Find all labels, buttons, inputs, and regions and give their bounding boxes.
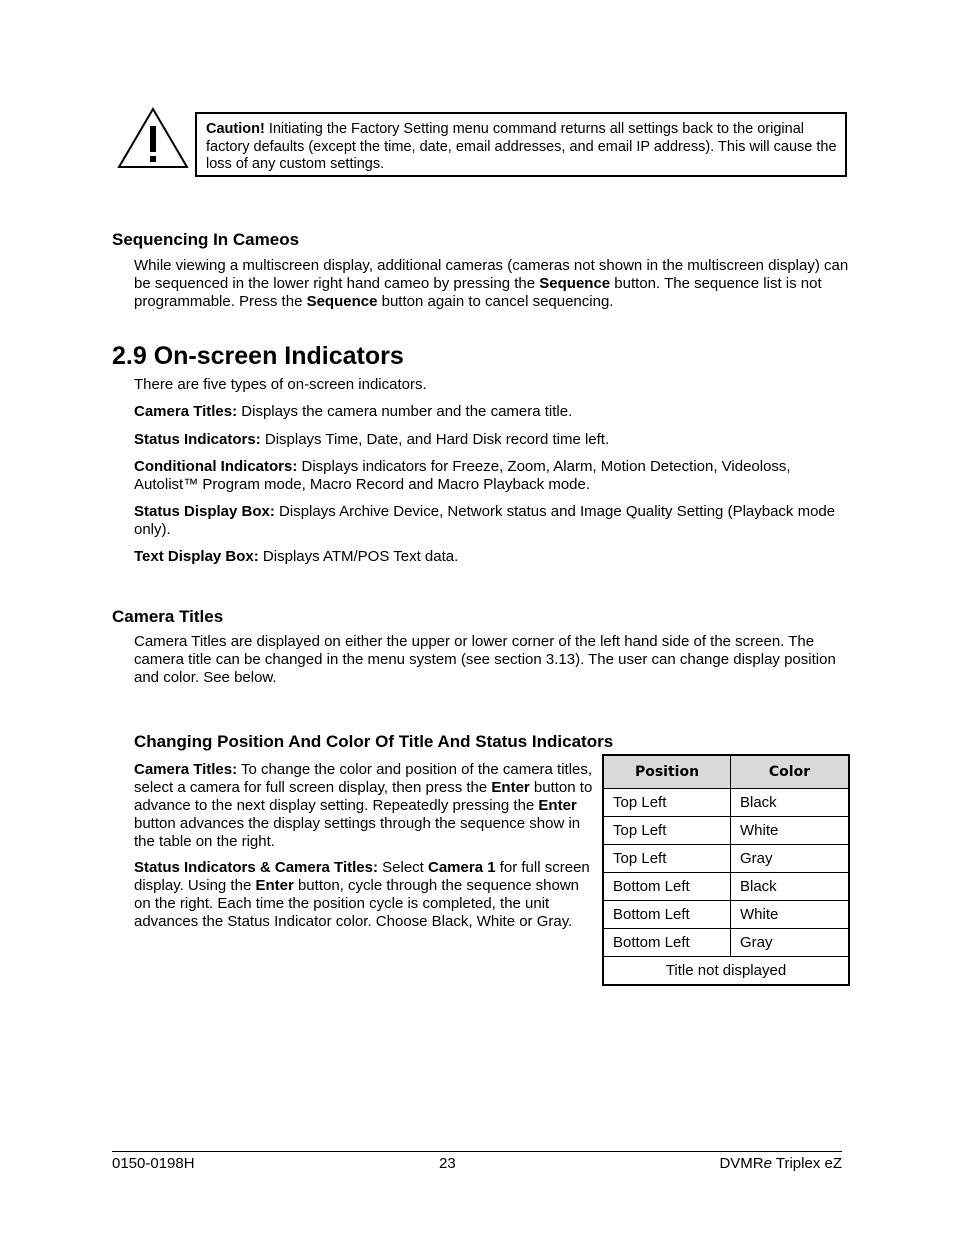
cell-color: White	[731, 817, 850, 845]
section-intro: There are five types of on-screen indicators.	[134, 376, 427, 393]
cell-color: White	[731, 901, 850, 929]
cell-position: Top Left	[603, 817, 731, 845]
changing-paragraph-2: Status Indicators & Camera Titles: Select Camera 1 for full screen display. Using the Enter button, cycle through the sequence shown on the right. Each time the position cycle is completed, the unit advances the Status Indicator color. Choose Black, White or Gray.	[134, 859, 590, 930]
cell-color: Black	[731, 873, 850, 901]
cell-color: Gray	[731, 929, 850, 957]
indicator-item: Camera Titles: Displays the camera number and the camera title.	[134, 403, 573, 420]
sequencing-heading: Sequencing In Cameos	[112, 230, 300, 249]
column-header-color: Color	[731, 755, 850, 789]
table-row	[603, 789, 849, 817]
indicator-item: Status Indicators: Displays Time, Date, and Hard Disk record time left.	[134, 431, 610, 448]
warning-triangle-icon	[117, 106, 189, 170]
position-color-table	[602, 754, 850, 986]
footer-product-name: DVMRe Triplex eZ	[719, 1155, 842, 1172]
changing-heading: Changing Position And Color Of Title And Status Indicators	[134, 732, 614, 751]
cell-position: Bottom Left	[603, 929, 731, 957]
footer-doc-number: 0150-0198H	[112, 1155, 195, 1172]
sequencing-paragraph: While viewing a multiscreen display, additional cameras (cameras not shown in the multiscreen display) can be sequenced in the lower right hand cameo by pressing the Sequence button. The sequence list is not programmable. Press the Sequence button again to cancel sequencing.	[134, 257, 849, 310]
table-row	[603, 817, 849, 845]
cell-position: Bottom Left	[603, 873, 731, 901]
camera-titles-heading: Camera Titles	[112, 607, 224, 626]
table-row	[603, 901, 849, 929]
table-header-row	[603, 755, 849, 789]
cell-color: Gray	[731, 845, 850, 873]
changing-paragraph-1: Camera Titles: To change the color and position of the camera titles, select a camera for full screen display, then press the Enter button to advance to the next display setting. Repeatedly pressing the Enter button advances the display settings through the sequence show in the table on the right.	[134, 761, 593, 850]
column-header-position: Position	[603, 755, 731, 789]
cell-position: Top Left	[603, 789, 731, 817]
caution-label: Caution!	[206, 121, 265, 137]
table-row	[603, 929, 849, 957]
caution-text: Initiating the Factory Setting menu command returns all settings back to the original factory defaults (except the time, date, email addresses, and email IP address). This will cause the loss of any custom settings.	[206, 121, 837, 172]
cell-position: Bottom Left	[603, 901, 731, 929]
table-row	[603, 845, 849, 873]
footer-page-number: 23	[439, 1155, 456, 1172]
caution-box	[195, 112, 847, 177]
table-row	[603, 957, 849, 986]
footer-rule	[112, 1151, 842, 1152]
section-heading: 2.9 On-screen Indicators	[112, 342, 404, 370]
table-row	[603, 873, 849, 901]
indicator-item: Text Display Box: Displays ATM/POS Text data.	[134, 548, 459, 565]
cell-color: Black	[731, 789, 850, 817]
cell-title-not-displayed: Title not displayed	[603, 957, 849, 986]
camera-titles-paragraph: Camera Titles are displayed on either the upper or lower corner of the left hand side of the screen. The camera title can be changed in the menu system (see section 3.13). The user can change display position and color. See below.	[134, 633, 836, 686]
indicator-item: Conditional Indicators: Displays indicators for Freeze, Zoom, Alarm, Motion Detection, Videoloss, Autolist™ Program mode, Macro Record and Macro Playback mode.	[134, 458, 791, 493]
indicator-item: Status Display Box: Displays Archive Device, Network status and Image Quality Setting (Playback mode only).	[134, 503, 836, 538]
cell-position: Top Left	[603, 845, 731, 873]
